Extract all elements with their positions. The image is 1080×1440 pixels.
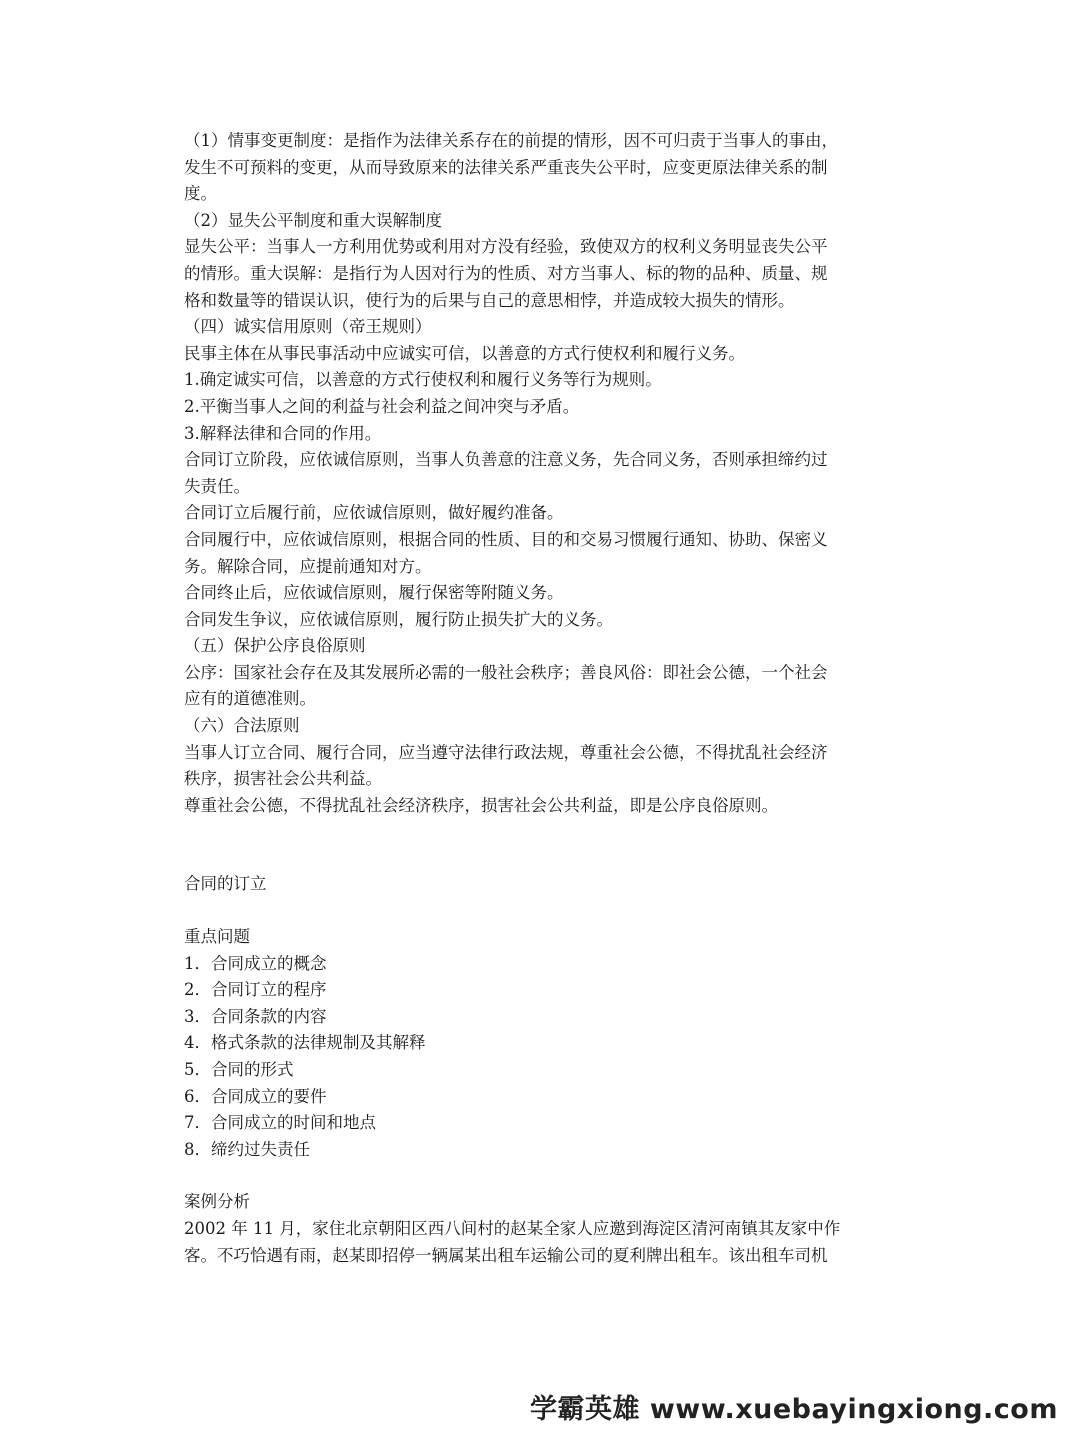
list-item: 8．缔约过失责任	[184, 1139, 310, 1159]
paragraph-line: 民事主体在从事民事活动中应诚实可信，以善意的方式行使权利和履行义务。	[184, 343, 745, 363]
paragraph-line: 的情形。重大误解：是指行为人因对行为的性质、对方当事人、标的物的品种、质量、规	[184, 263, 828, 283]
paragraph-line: 当事人订立合同、履行合同，应当遵守法律行政法规，尊重社会公德，不得扰乱社会经济	[184, 742, 828, 762]
paragraph-line: 合同订立后履行前，应依诚信原则，做好履约准备。	[184, 503, 564, 523]
paragraph-line: 3.解释法律和合同的作用。	[184, 423, 382, 443]
case-analysis	[184, 1189, 894, 1269]
site-watermark: 学霸英雄 www.xuebayingxiong.com	[529, 1394, 1058, 1425]
paragraph-line: 应有的道德准则。	[184, 689, 316, 709]
paragraph-line: 度。	[184, 184, 217, 204]
subheading: （五）保护公序良俗原则	[184, 636, 366, 656]
list-item: 6．合同成立的要件	[184, 1086, 327, 1106]
subheading: （六）合法原则	[184, 716, 300, 736]
list-item: 1．合同成立的概念	[184, 953, 327, 973]
paragraph-line: 务。解除合同，应提前通知对方。	[184, 556, 432, 576]
list-item: 5．合同的形式	[184, 1060, 294, 1079]
key-questions	[184, 924, 894, 1163]
list-item: 4．格式条款的法律规制及其解释	[184, 1033, 426, 1053]
paragraph-line: 2.平衡当事人之间的利益与社会利益之间冲突与矛盾。	[184, 396, 580, 416]
paragraph-line: 显失公平：当事人一方利用优势或利用对方没有经验，致使双方的权利义务明显丧失公平	[184, 237, 828, 257]
paragraph-line: 秩序，损害社会公共利益。	[184, 769, 382, 789]
paragraph-line: 尊重社会公德，不得扰乱社会经济秩序，损害社会公共利益，即是公序良俗原则。	[184, 795, 778, 815]
chapter-title: 合同的订立	[184, 874, 267, 894]
paragraph-line: 合同订立阶段，应依诚信原则，当事人负善意的注意义务，先合同义务，否则承担缔约过	[184, 450, 828, 470]
paragraph-line: 合同终止后，应依诚信原则，履行保密等附随义务。	[184, 583, 564, 603]
list-item: 7．合同成立的时间和地点	[184, 1113, 376, 1133]
subheading: （四）诚实信用原则（帝王规则）	[184, 317, 432, 337]
key-questions-heading: 重点问题	[184, 927, 250, 947]
subheading: （2）显失公平制度和重大误解制度	[184, 210, 442, 230]
document-body	[184, 128, 894, 1269]
list-item: 3．合同条款的内容	[184, 1006, 327, 1026]
paragraph-line: （1）情事变更制度：是指作为法律关系存在的前提的情形，因不可归责于当事人的事由，	[184, 131, 838, 150]
paragraph-line: 公序：国家社会存在及其发展所必需的一般社会秩序；善良风俗：即社会公德，一个社会	[184, 662, 828, 682]
paragraph-line: 合同履行中，应依诚信原则，根据合同的性质、目的和交易习惯履行通知、协助、保密义	[184, 529, 828, 549]
paragraph-line: 格和数量等的错误认识，使行为的后果与自己的意思相悖，并造成较大损失的情形。	[184, 290, 795, 310]
paragraph-line: 客。不巧恰遇有雨，赵某即招停一辆属某出租车运输公司的夏利牌出租车。该出租车司机	[184, 1245, 828, 1265]
paragraph-line: 发生不可预料的变更，从而导致原来的法律关系严重丧失公平时，应变更原法律关系的制	[184, 157, 828, 177]
section-principles	[184, 128, 894, 819]
paragraph-line: 合同发生争议，应依诚信原则，履行防止损失扩大的义务。	[184, 609, 613, 629]
list-item: 2．合同订立的程序	[184, 980, 327, 1000]
case-analysis-heading: 案例分析	[184, 1192, 250, 1212]
paragraph-line: 失责任。	[184, 476, 250, 496]
paragraph-line: 1.确定诚实可信，以善意的方式行使权利和履行义务等行为规则。	[184, 370, 662, 390]
paragraph-line: 2002 年 11 月，家住北京朝阳区西八间村的赵某全家人应邀到海淀区清河南镇其友家中作	[184, 1218, 841, 1238]
